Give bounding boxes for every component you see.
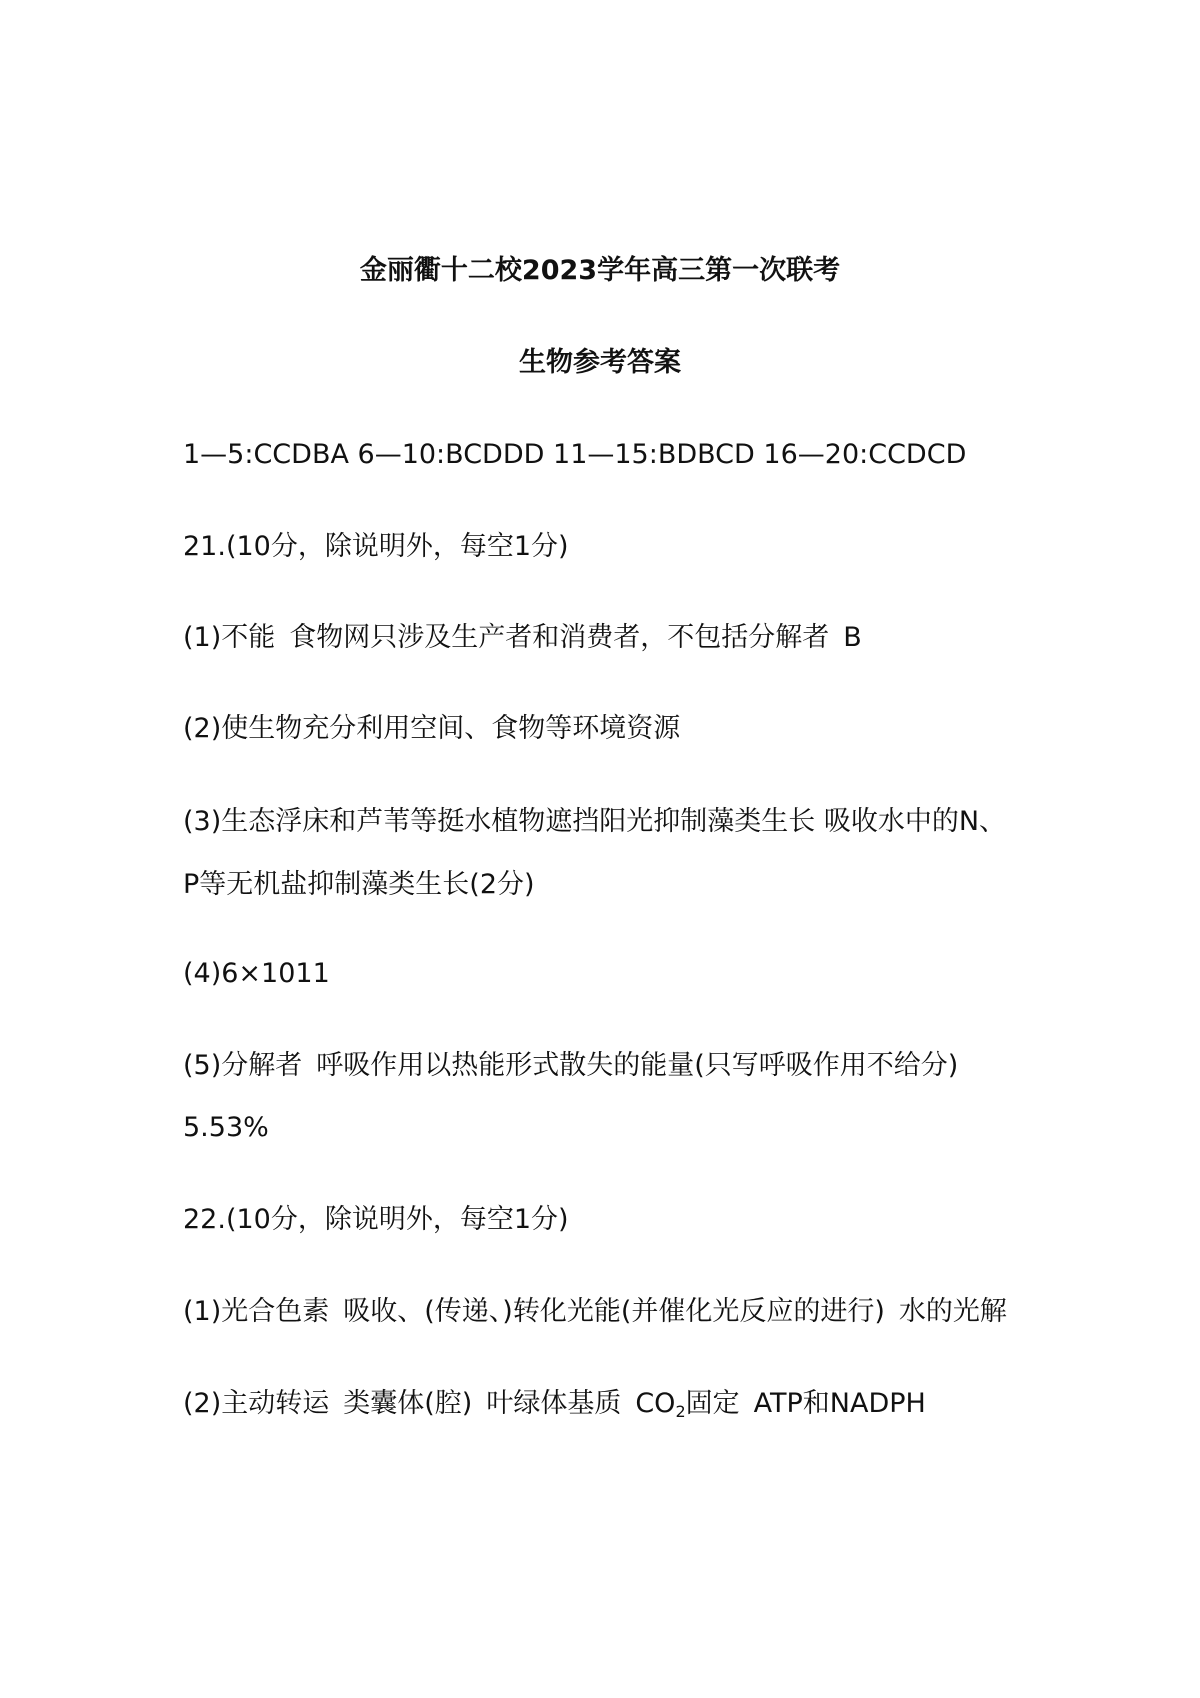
- q21-answer-3: [183, 805, 1006, 839]
- q21-a5-prefix: (5)分解者: [183, 1050, 303, 1081]
- q21-answer-4: (4)6×1011: [183, 958, 330, 989]
- q22-a2-d-subscript: 2: [675, 1402, 686, 1421]
- q21-answer-1: [183, 621, 862, 655]
- q21-a3-part2: 吸收水中的N、: [823, 806, 1007, 837]
- q22-a2-c: 叶绿体基质: [486, 1388, 622, 1419]
- q21-heading: 21.(10分，除说明外，每空1分): [183, 531, 569, 562]
- q22-answer-2: [183, 1387, 926, 1421]
- q22-a1-last: 水的光解: [898, 1296, 1007, 1327]
- q22-a2-d-main: CO: [635, 1388, 676, 1419]
- q22-a1-prefix: (1)光合色素: [183, 1296, 330, 1327]
- choice-answers: 1—5:CCDBA 6—10:BCDDD 11—15:BDBCD 16—20:CCDCD: [183, 439, 967, 470]
- q21-answer-5-percent: 5.53%: [183, 1112, 269, 1143]
- document-subtitle: 生物参考答案: [519, 347, 681, 378]
- q22-heading: 22.(10分，除说明外，每空1分): [183, 1204, 569, 1235]
- q21-answer-2: (2)使生物充分利用空间、食物等环境资源: [183, 713, 681, 744]
- q22-a1-answer: 吸收、(传递、)转化光能(并催化光反应的进行): [343, 1296, 885, 1327]
- q22-answer-1: [183, 1295, 1007, 1329]
- q21-answer-5: [183, 1049, 958, 1083]
- q22-a2-d: [635, 1388, 739, 1419]
- q21-a5-answer: 呼吸作用以热能形式散失的能量(只写呼吸作用不给分): [316, 1050, 959, 1081]
- q21-answer-3-continued: P等无机盐抑制藻类生长(2分): [183, 869, 535, 900]
- document-title: 金丽衢十二校2023学年高三第一次联考: [359, 255, 841, 286]
- q21-a3-part1: (3)生态浮床和芦苇等挺水植物遮挡阳光抑制藻类生长: [183, 806, 824, 837]
- q22-a2-prefix: (2)主动转运: [183, 1388, 330, 1419]
- q21-a1-letter: B: [843, 622, 862, 653]
- q21-a1-reason: 食物网只涉及生产者和消费者，不包括分解者: [289, 622, 830, 653]
- q22-a2-b: 类囊体(腔): [343, 1388, 473, 1419]
- q22-a2-d-rest: 固定: [685, 1388, 740, 1419]
- q21-a1-prefix: (1)不能: [183, 622, 276, 653]
- q22-a2-e: ATP和NADPH: [753, 1388, 926, 1419]
